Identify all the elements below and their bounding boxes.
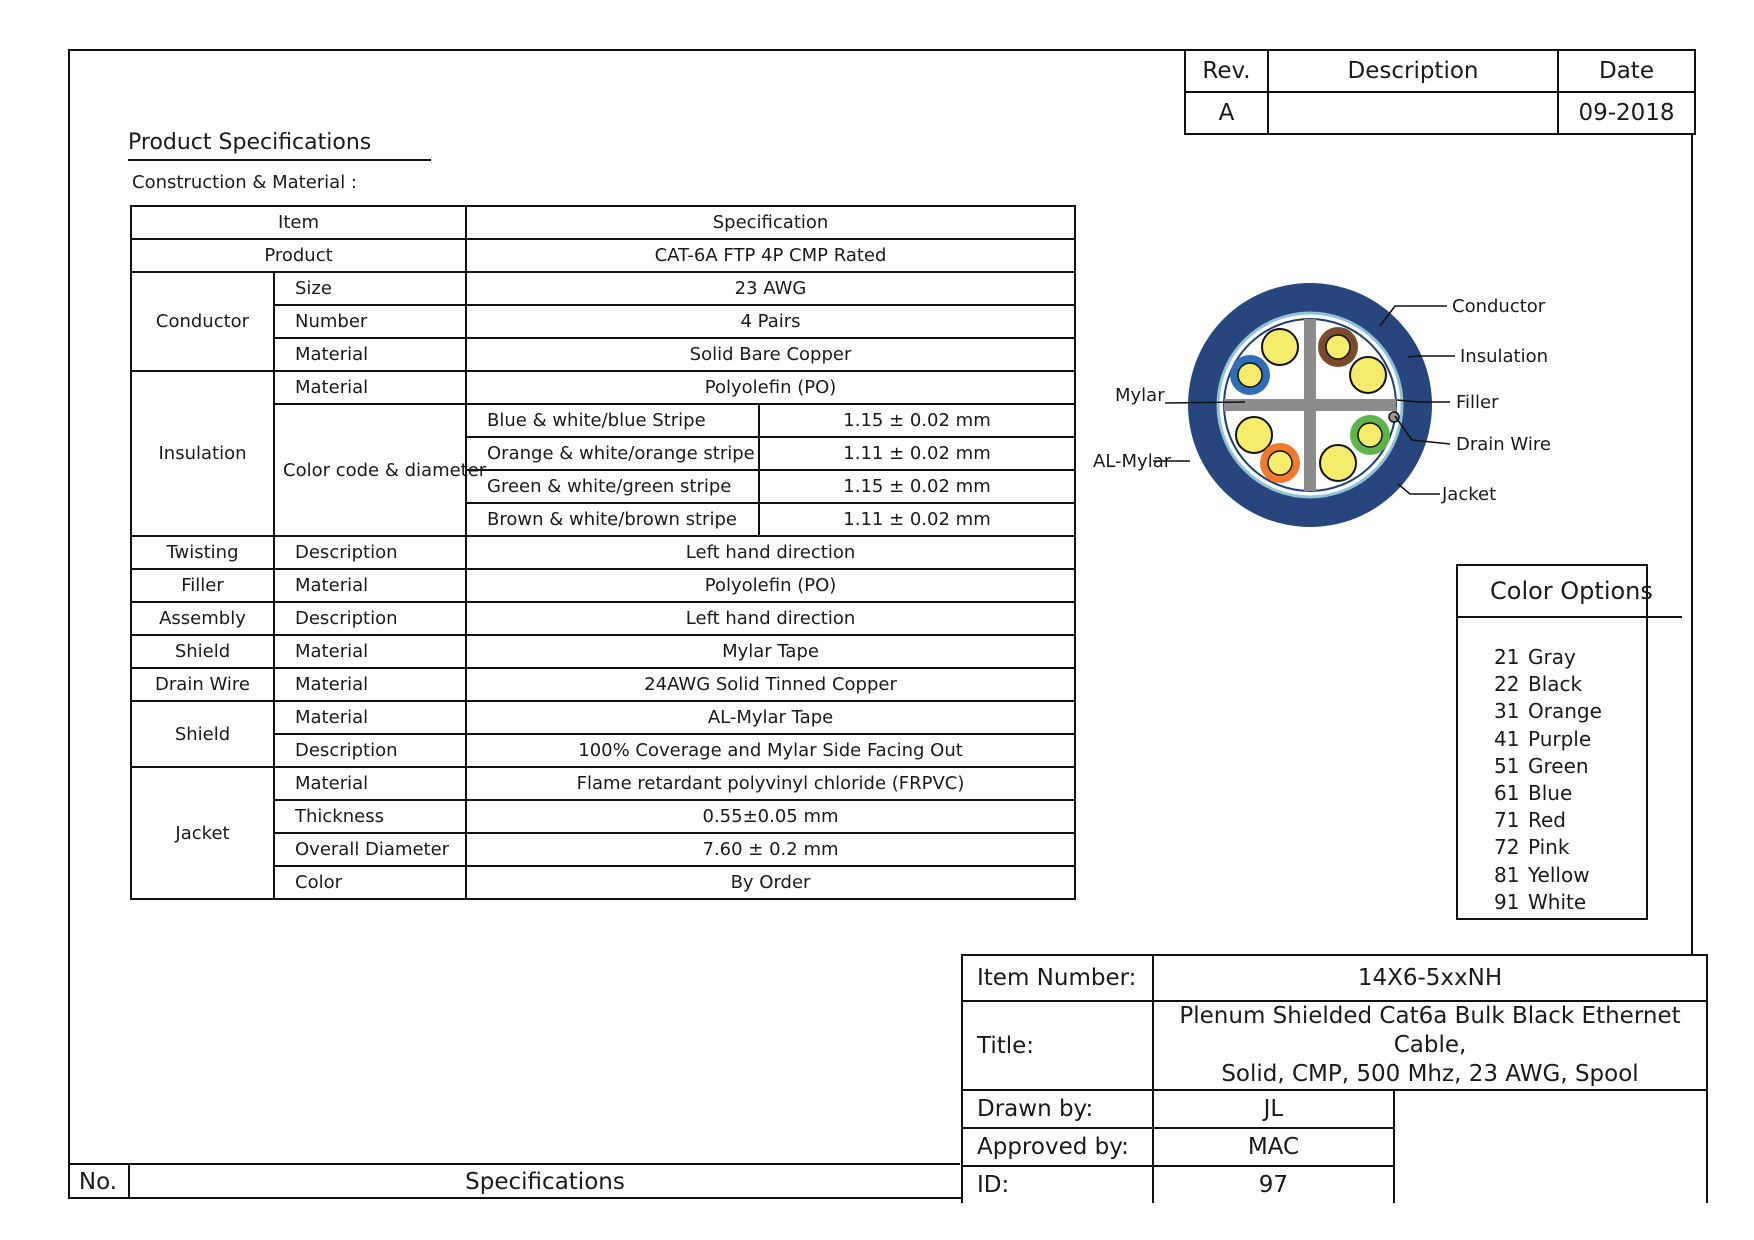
- al-shield-material-label: Material: [274, 701, 466, 734]
- product-label: Product: [131, 239, 466, 272]
- conductor-size-value: 23 AWG: [466, 272, 1075, 305]
- title-value: [1153, 1001, 1707, 1090]
- assembly-label: Assembly: [131, 602, 274, 635]
- conductor-number-value: 4 Pairs: [466, 305, 1075, 338]
- filler-vertical: [1304, 319, 1316, 491]
- jacket-material-value: Flame retardant polyvinyl chloride (FRPVC): [466, 767, 1075, 800]
- color-name: Pink: [1528, 835, 1570, 860]
- date-header: Date: [1558, 50, 1695, 92]
- insulation-material-value: Polyolefin (PO): [466, 371, 1075, 404]
- filler-sub-label: Material: [274, 569, 466, 602]
- conductor-brown: [1326, 335, 1350, 359]
- list-item: [1494, 644, 1646, 671]
- title-block-empty-cell: [1394, 1090, 1707, 1203]
- jacket-color-label: Color: [274, 866, 466, 899]
- assembly-sub-label: Description: [274, 602, 466, 635]
- label-insulation: Insulation: [1460, 346, 1549, 367]
- shield-value: Mylar Tape: [466, 635, 1075, 668]
- table-row: [131, 371, 1075, 404]
- color-name: Yellow: [1528, 862, 1590, 887]
- twisting-sub-label: Description: [274, 536, 466, 569]
- table-row: [131, 272, 1075, 305]
- al-shield-material-value: AL-Mylar Tape: [466, 701, 1075, 734]
- table-row: [962, 1090, 1707, 1128]
- conductor-material-label: Material: [274, 338, 466, 371]
- description-header: Description: [1268, 50, 1558, 92]
- page-subtitle: Construction & Material :: [132, 172, 357, 193]
- filler-value: Polyolefin (PO): [466, 569, 1075, 602]
- item-number-label: Item Number:: [962, 955, 1153, 1001]
- table-row: [131, 635, 1075, 668]
- drawn-by-value: JL: [1153, 1090, 1394, 1128]
- approved-by-value: MAC: [1153, 1128, 1394, 1166]
- label-conductor: Conductor: [1452, 296, 1546, 317]
- table-row: [68, 1164, 960, 1199]
- shield-sub-label: Material: [274, 635, 466, 668]
- conductor-white: [1320, 445, 1356, 481]
- conductor-material-value: Solid Bare Copper: [466, 338, 1075, 371]
- specifications-header: Specifications: [129, 1164, 960, 1199]
- insulation-material-label: Material: [274, 371, 466, 404]
- al-shield-description-value: 100% Coverage and Mylar Side Facing Out: [466, 734, 1075, 767]
- conductor-orange: [1268, 451, 1292, 475]
- drain-wire-label: Drain Wire: [131, 668, 274, 701]
- label-jacket: Jacket: [1442, 484, 1497, 505]
- table-row: [131, 767, 1075, 800]
- color-name: White: [1528, 889, 1587, 914]
- table-row: [131, 536, 1075, 569]
- drawn-by-label: Drawn by:: [962, 1090, 1153, 1128]
- list-item: [1494, 753, 1646, 780]
- table-row: [131, 206, 1075, 239]
- color-code-value: 1.15 ± 0.02 mm: [759, 404, 1075, 437]
- list-item: [1494, 889, 1646, 916]
- conductor-blue: [1238, 363, 1262, 387]
- color-code-name: Green & white/green stripe: [466, 470, 759, 503]
- label-drain-wire: Drain Wire: [1456, 434, 1551, 455]
- color-code: 31: [1494, 699, 1520, 724]
- color-code-value: 1.11 ± 0.02 mm: [759, 437, 1075, 470]
- table-row: [962, 1001, 1707, 1090]
- jacket-thickness-value: 0.55±0.05 mm: [466, 800, 1075, 833]
- revision-table: [1184, 49, 1696, 135]
- color-name: Orange: [1528, 699, 1602, 724]
- list-item: [1494, 807, 1646, 834]
- color-options-list: [1458, 618, 1646, 916]
- color-name: Purple: [1528, 726, 1592, 751]
- color-name: Red: [1528, 808, 1566, 833]
- color-options-title: Color Options: [1458, 566, 1682, 618]
- color-code-name: Brown & white/brown stripe: [466, 503, 759, 536]
- color-code: 21: [1494, 645, 1520, 669]
- drain-wire-sub-label: Material: [274, 668, 466, 701]
- list-item: [1494, 726, 1646, 753]
- rev-date-value: 09-2018: [1558, 92, 1695, 134]
- color-options-box: [1456, 564, 1653, 920]
- color-code-name: Orange & white/orange stripe: [466, 437, 759, 470]
- list-item: [1494, 698, 1646, 725]
- drain-wire-value: 24AWG Solid Tinned Copper: [466, 668, 1075, 701]
- twisting-label: Twisting: [131, 536, 274, 569]
- color-code-value: 1.11 ± 0.02 mm: [759, 503, 1075, 536]
- color-code: 41: [1494, 726, 1520, 751]
- list-item: [1494, 780, 1646, 807]
- id-label: ID:: [962, 1166, 1153, 1203]
- color-code-name: Blue & white/blue Stripe: [466, 404, 759, 437]
- color-code: 51: [1494, 753, 1520, 778]
- jacket-thickness-label: Thickness: [274, 800, 466, 833]
- color-code-value: 1.15 ± 0.02 mm: [759, 470, 1075, 503]
- filler-label: Filler: [131, 569, 274, 602]
- conductor-label: Conductor: [131, 272, 274, 371]
- shield-label: Shield: [131, 635, 274, 668]
- table-row: [131, 602, 1075, 635]
- item-number-value: 14X6-5xxNH: [1153, 955, 1707, 1001]
- color-code: 61: [1494, 780, 1520, 805]
- conductor-size-label: Size: [274, 272, 466, 305]
- approved-by-label: Approved by:: [962, 1128, 1153, 1166]
- spec-table: [130, 205, 1076, 900]
- color-name: Green: [1528, 753, 1589, 778]
- assembly-value: Left hand direction: [466, 602, 1075, 635]
- jacket-diameter-value: 7.60 ± 0.2 mm: [466, 833, 1075, 866]
- cable-cross-section-diagram: [1090, 270, 1560, 540]
- insulation-label: Insulation: [131, 371, 274, 536]
- header-item: Item: [131, 206, 466, 239]
- list-item: [1494, 862, 1646, 889]
- table-row: [131, 239, 1075, 272]
- jacket-label: Jacket: [131, 767, 274, 899]
- color-code-label: Color code & diameter: [274, 404, 466, 536]
- list-item: [1494, 834, 1646, 861]
- product-value: CAT-6A FTP 4P CMP Rated: [466, 239, 1075, 272]
- revision-list-header: [68, 1163, 960, 1199]
- table-row: [131, 668, 1075, 701]
- color-name: Blue: [1528, 780, 1573, 805]
- page-title: Product Specifications: [128, 130, 431, 161]
- color-code: 91: [1494, 889, 1520, 914]
- id-value: 97: [1153, 1166, 1394, 1203]
- twisting-value: Left hand direction: [466, 536, 1075, 569]
- title-block: [961, 954, 1708, 1203]
- color-code: 71: [1494, 808, 1520, 833]
- table-row: [131, 569, 1075, 602]
- conductor-green: [1358, 423, 1382, 447]
- rev-header: Rev.: [1185, 50, 1268, 92]
- label-filler: Filler: [1456, 392, 1499, 413]
- al-shield-label: Shield: [131, 701, 274, 767]
- jacket-material-label: Material: [274, 767, 466, 800]
- label-al-mylar: AL-Mylar: [1093, 451, 1172, 472]
- jacket-diameter-label: Overall Diameter: [274, 833, 466, 866]
- table-row: [131, 701, 1075, 734]
- color-code: 72: [1494, 835, 1520, 860]
- list-item: [1494, 671, 1646, 698]
- rev-description-value: [1268, 92, 1558, 134]
- title-line: Plenum Shielded Cat6a Bulk Black Ethernet Cable,: [1179, 1003, 1681, 1058]
- label-mylar: Mylar: [1115, 385, 1165, 406]
- conductor-number-label: Number: [274, 305, 466, 338]
- rev-value: A: [1185, 92, 1268, 134]
- color-name: Gray: [1528, 645, 1576, 669]
- conductor-white: [1262, 329, 1298, 365]
- conductor-white: [1350, 357, 1386, 393]
- jacket-color-value: By Order: [466, 866, 1075, 899]
- title-line: Solid, CMP, 500 Mhz, 23 AWG, Spool: [1221, 1061, 1639, 1087]
- conductor-white: [1236, 417, 1272, 453]
- no-header: No.: [68, 1164, 129, 1199]
- color-code: 81: [1494, 862, 1520, 887]
- table-row: [962, 955, 1707, 1001]
- color-name: Black: [1528, 672, 1583, 697]
- header-specification: Specification: [466, 206, 1075, 239]
- al-shield-description-label: Description: [274, 734, 466, 767]
- color-code: 22: [1494, 672, 1520, 697]
- title-label: Title:: [962, 1001, 1153, 1090]
